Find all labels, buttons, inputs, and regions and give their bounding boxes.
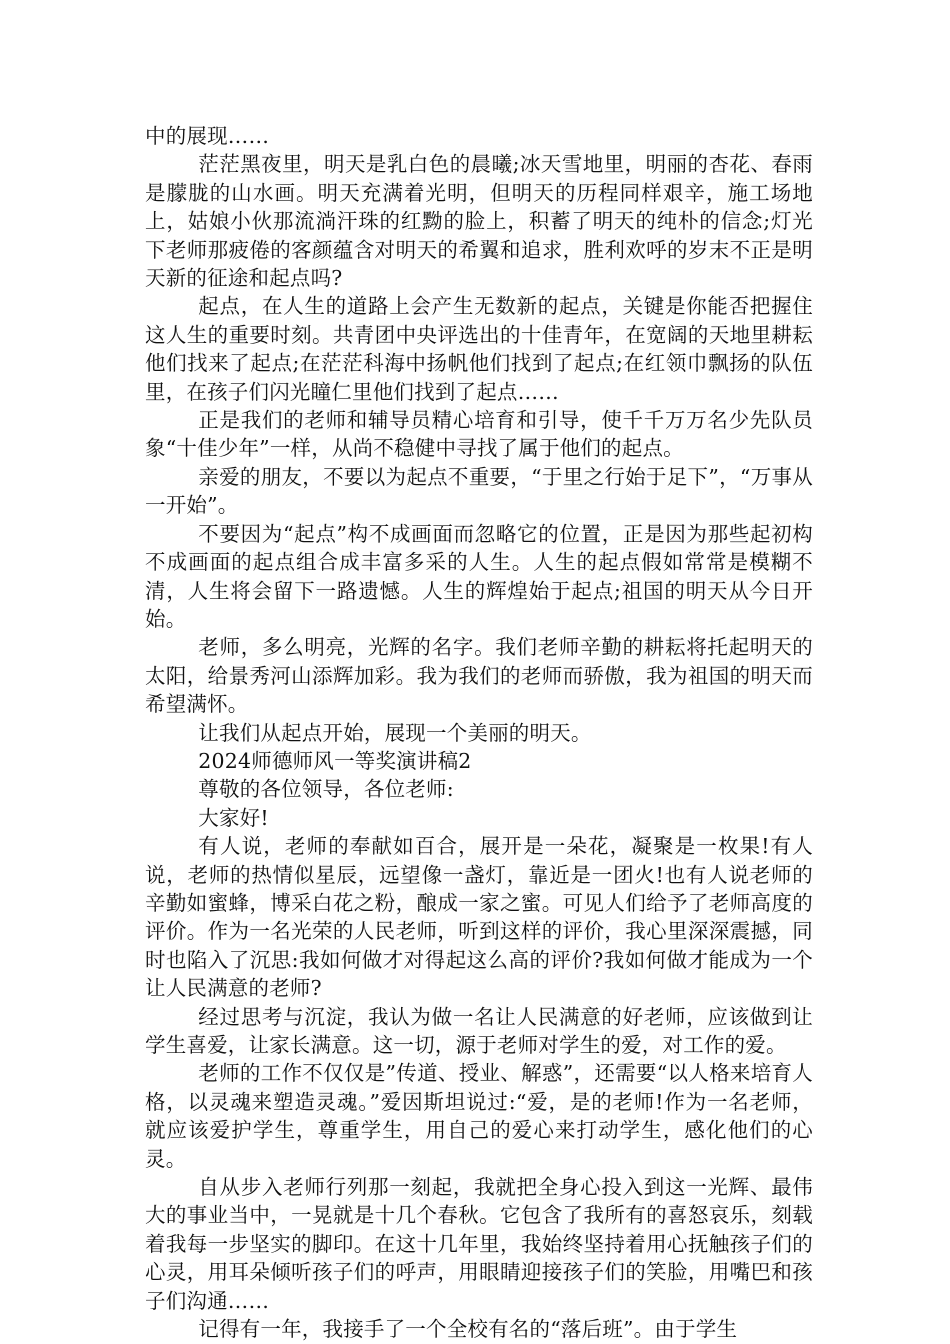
paragraph: 亲爱的朋友，不要以为起点不重要，“于里之行始于足下”，“万事从一开始”。 (145, 464, 813, 518)
paragraph: 经过思考与沉淀，我认为做一名让人民满意的好老师，应该做到让学生喜爱，让家长满意。这一切，源于老师对学生的爱，对工作的爱。 (145, 1004, 813, 1057)
paragraph: 起点，在人生的道路上会产生无数新的起点，关键是你能否把握住这人生的重要时刻。共青团中央评选出的十佳青年，在宽阔的天地里耕耘他们找来了起点;在茫茫科海中扬帆他们找到了起点;在红领巾飘扬的队伍里，在孩子们闪光瞳仁里他们找到了起点…… (145, 294, 813, 404)
paragraph: 尊敬的各位领导，各位老师: (198, 777, 454, 802)
paragraph: 自从步入老师行列那一刻起，我就把全身心投入到这一光辉、最伟大的事业当中，一晃就是十几个春秋。它包含了我所有的喜怒哀乐，刻载着我每一步坚实的脚印。在这十几年里，我始终坚持着用心抚触孩子们的心灵，用耳朵倾听孩子们的呼声，用眼睛迎接孩子们的笑脸，用嘴巴和孩子们沟通…… (145, 1175, 813, 1313)
document-body (145, 122, 813, 1343)
paragraph: 正是我们的老师和辅导员精心培育和引导，使千千万万名少先队员象“十佳少年”一样，从尚不稳健中寻找了属于他们的起点。 (145, 408, 813, 461)
paragraph: 中的展现…… (145, 124, 270, 148)
paragraph: 记得有一年，我接手了一个全校有名的“落后班”。由于学生 (198, 1317, 738, 1342)
paragraph: 老师的工作不仅仅是”传道、授业、解惑”，还需要“以人格来培育人格，以灵魂来塑造灵魂。”爱因斯坦说过:“爱，是的老师!作为一名老师，就应该爱护学生，尊重学生，用自己的爱心来打动学生，感化他们的心灵。 (145, 1061, 813, 1171)
paragraph: 茫茫黑夜里，明天是乳白色的晨曦;冰天雪地里，明丽的杏花、春雨是朦胧的山水画。明天充满着光明，但明天的历程同样艰辛，施工场地上，姑娘小伙那流淌汗珠的红黝的脸上，积蓄了明天的纯朴的信念;灯光下老师那疲倦的客颜蕴含对明天的希翼和追求，胜利欢呼的岁末不正是明天新的征途和起点吗? (145, 152, 813, 291)
paragraph: 老师，多么明亮，光辉的名字。我们老师辛勤的耕耘将托起明天的太阳，给景秀河山添辉加彩。我为我们的老师而骄傲，我为祖国的明天而希望满怀。 (145, 635, 813, 717)
paragraph: 有人说，老师的奉献如百合，展开是一朵花，凝聚是一枚果!有人说，老师的热情似星辰，远望像一盏灯，靠近是一团火!也有人说老师的辛勤如蜜蜂，博采白花之粉，酿成一家之蜜。可见人们给予了老师高度的评价。作为一名光荣的人民老师，听到这样的评价，我心里深深震撼，同时也陷入了沉思:我如何做才对得起这么高的评价?我如何做才能成为一个让人民满意的老师? (145, 834, 813, 1001)
paragraph: 让我们从起点开始，展现一个美丽的明天。 (198, 720, 592, 745)
paragraph: 大家好! (198, 805, 269, 830)
paragraph: 不要因为“起点”构不成画面而忽略它的位置，正是因为那些起初构不成画面的起点组合成丰富多采的人生。人生的起点假如常常是模糊不清，人生将会留下一路遗憾。人生的辉煌始于起点;祖国的明天从今日开始。 (145, 521, 813, 631)
paragraph: 2024师德师风一等奖演讲稿2 (198, 748, 472, 773)
